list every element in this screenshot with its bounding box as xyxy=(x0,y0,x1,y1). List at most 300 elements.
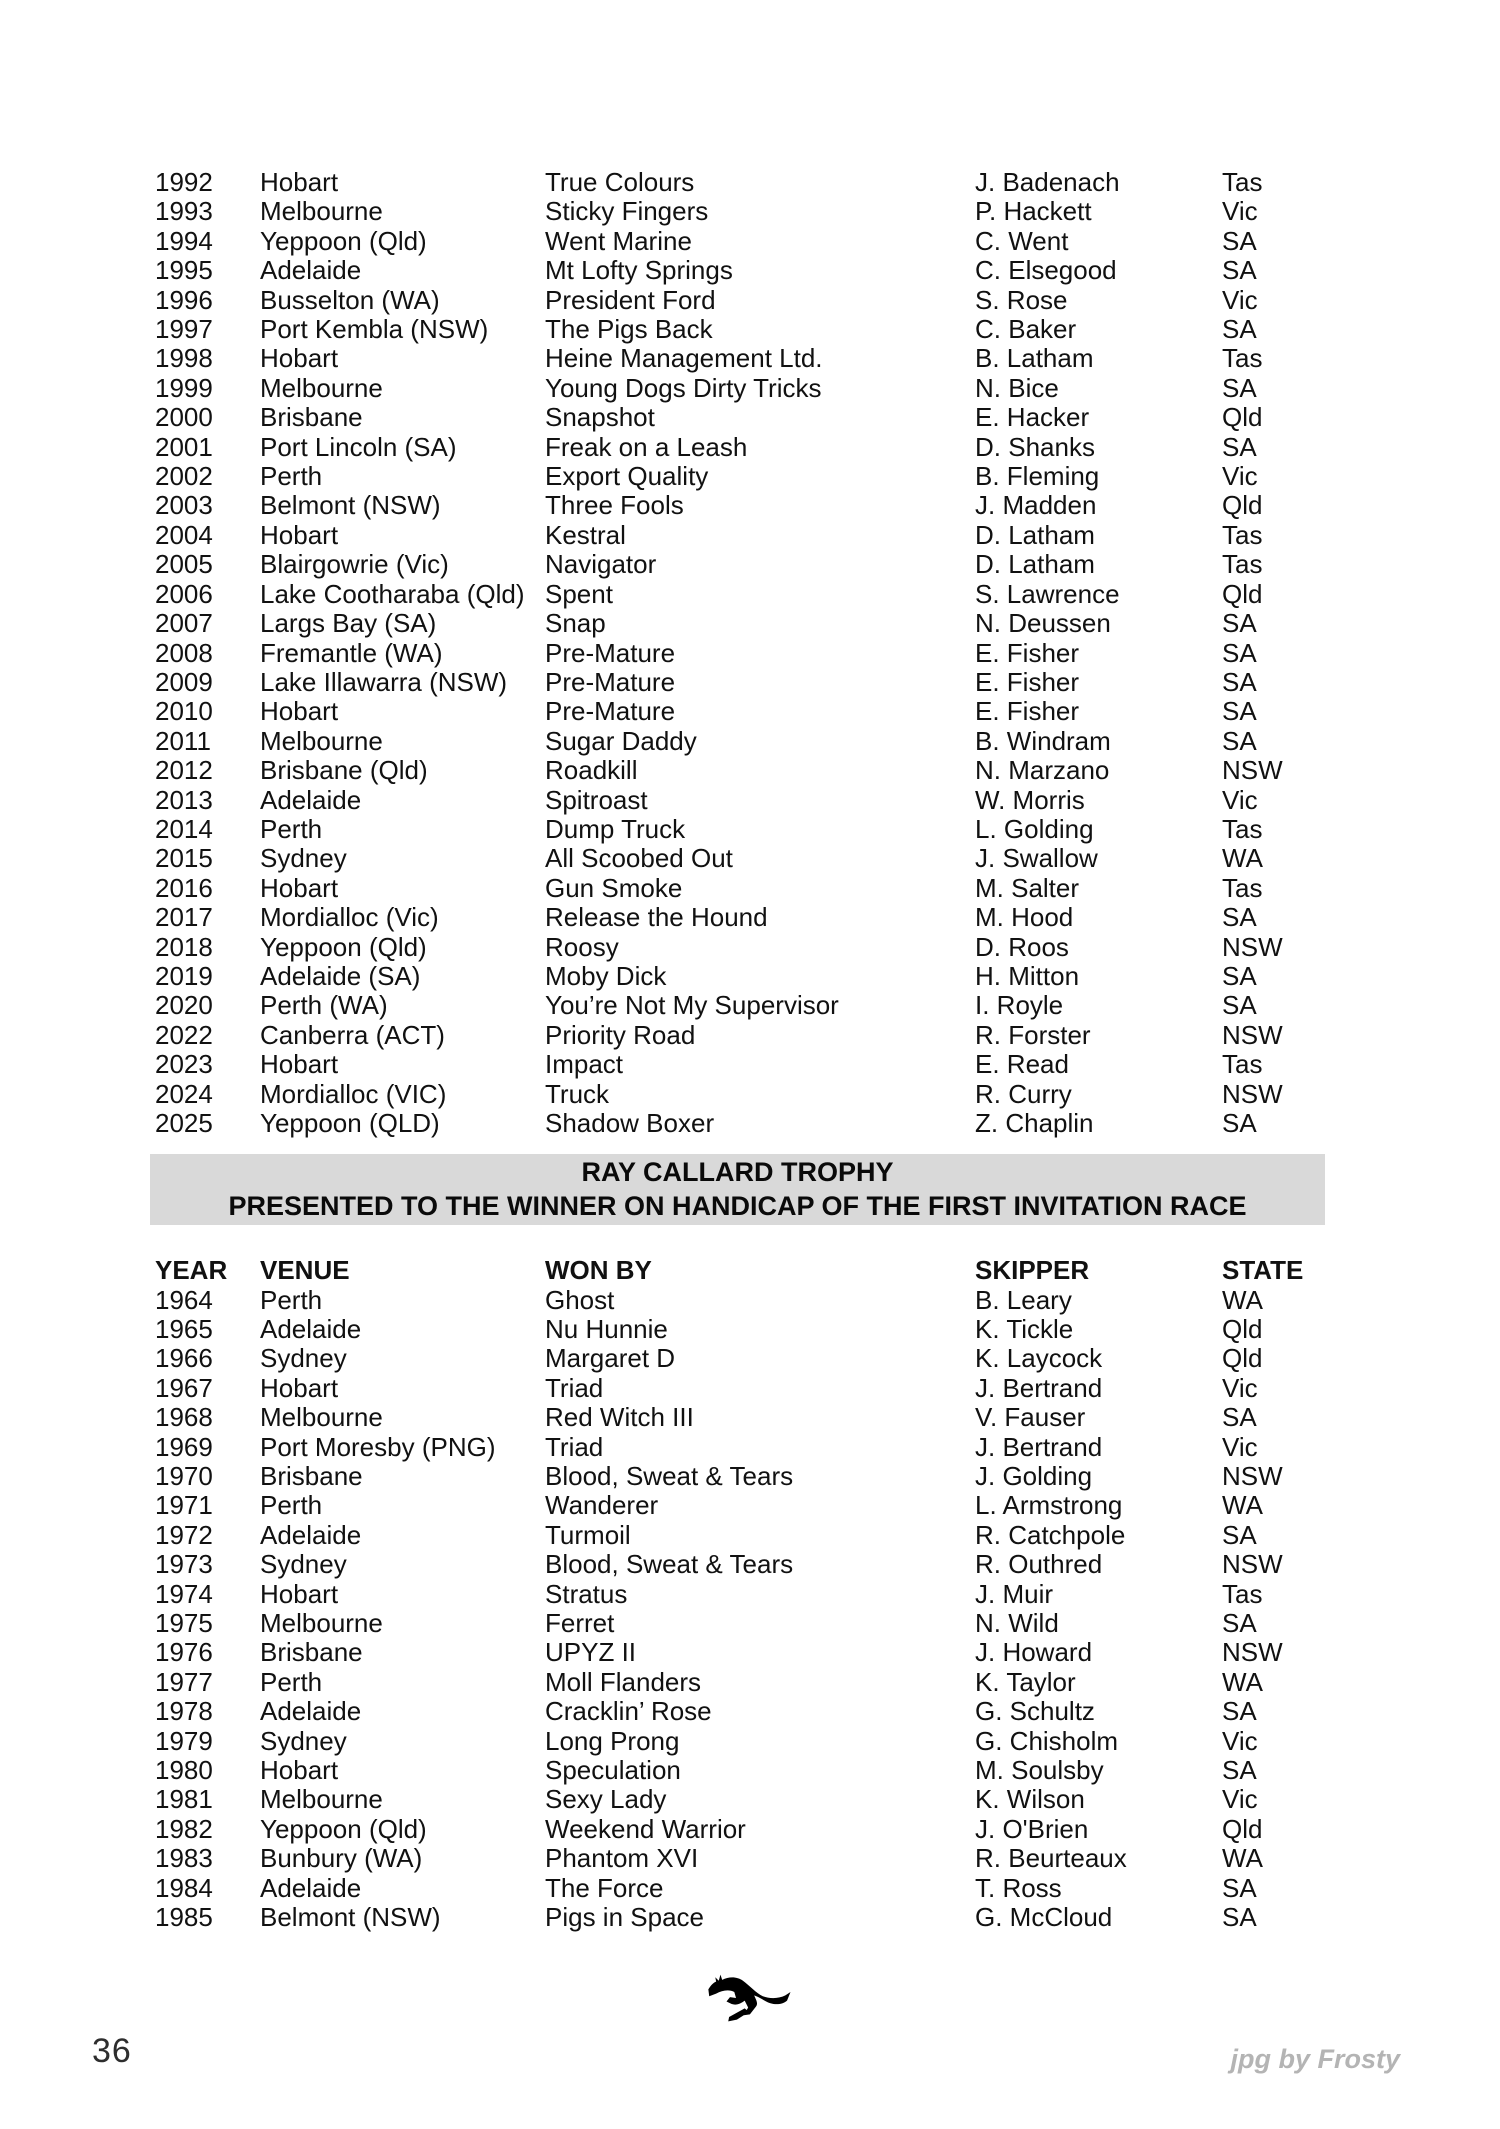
table-row xyxy=(155,1844,1335,1873)
year-cell: 2000 xyxy=(155,402,213,433)
year-cell: 2009 xyxy=(155,666,213,697)
state-cell: Tas xyxy=(1222,519,1263,550)
venue-cell: Adelaide xyxy=(260,1519,362,1550)
state-cell: Tas xyxy=(1222,813,1263,844)
won-by-cell: Phantom XVI xyxy=(545,1843,699,1874)
won-by-cell: Triad xyxy=(545,1372,604,1403)
table-row xyxy=(155,1344,1335,1373)
year-cell: 2003 xyxy=(155,490,213,521)
table-row xyxy=(155,1374,1335,1403)
year-cell: 1983 xyxy=(155,1843,213,1874)
skipper-cell: H. Mitton xyxy=(975,960,1080,991)
year-cell: 1979 xyxy=(155,1725,213,1756)
venue-cell: Largs Bay (SA) xyxy=(260,608,437,639)
table-row xyxy=(155,550,1335,579)
won-by-cell: Shadow Boxer xyxy=(545,1108,715,1138)
venue-cell: Melbourne xyxy=(260,725,383,756)
year-cell: 2008 xyxy=(155,637,213,668)
year-cell: 1996 xyxy=(155,284,213,315)
skipper-cell: B. Leary xyxy=(975,1284,1072,1315)
skipper-cell: C. Elsegood xyxy=(975,255,1117,286)
year-cell: 1993 xyxy=(155,196,213,227)
state-cell: Vic xyxy=(1222,284,1258,315)
table-row xyxy=(155,1638,1335,1667)
skipper-cell: G. McCloud xyxy=(975,1902,1113,1933)
year-cell: 2014 xyxy=(155,813,213,844)
state-cell: SA xyxy=(1222,1872,1257,1903)
skipper-cell: L. Armstrong xyxy=(975,1490,1123,1521)
year-cell: 1985 xyxy=(155,1902,213,1933)
won-by-cell: Pre-Mature xyxy=(545,696,676,727)
skipper-cell: J. Bertrand xyxy=(975,1372,1103,1403)
won-by-cell: Sugar Daddy xyxy=(545,725,697,756)
won-by-cell: The Pigs Back xyxy=(545,314,713,345)
state-cell: Vic xyxy=(1222,784,1258,815)
year-cell: 1971 xyxy=(155,1490,213,1521)
year-cell: 1982 xyxy=(155,1813,213,1844)
won-by-cell: Dump Truck xyxy=(545,813,686,844)
state-cell: Vic xyxy=(1222,1431,1258,1462)
year-cell: 2013 xyxy=(155,784,213,815)
state-cell: Qld xyxy=(1222,578,1263,609)
skipper-cell: N. Deussen xyxy=(975,608,1111,639)
venue-cell: Adelaide (SA) xyxy=(260,960,421,991)
won-by-cell: Blood, Sweat & Tears xyxy=(545,1460,794,1491)
table-row xyxy=(155,1903,1335,1932)
won-by-cell: Priority Road xyxy=(545,1019,696,1050)
state-cell: SA xyxy=(1222,725,1257,756)
table-row xyxy=(155,462,1335,491)
won-by-cell: You’re Not My Supervisor xyxy=(545,990,839,1021)
skipper-cell: P. Hackett xyxy=(975,196,1092,227)
year-cell: 1967 xyxy=(155,1372,213,1403)
year-cell: 2020 xyxy=(155,990,213,1021)
year-cell: 1981 xyxy=(155,1784,213,1815)
skipper-cell: K. Tickle xyxy=(975,1313,1074,1344)
year-cell: 1994 xyxy=(155,225,213,256)
table-row xyxy=(155,962,1335,991)
state-cell: Tas xyxy=(1222,1578,1263,1609)
won-by-cell: Long Prong xyxy=(545,1725,680,1756)
year-cell: 2005 xyxy=(155,549,213,580)
state-cell: NSW xyxy=(1222,1549,1283,1580)
year-cell: 2023 xyxy=(155,1049,213,1080)
venue-cell: Sydney xyxy=(260,1343,347,1374)
year-cell: 2012 xyxy=(155,755,213,786)
venue-cell: Melbourne xyxy=(260,1402,383,1433)
state-cell: SA xyxy=(1222,666,1257,697)
table-row xyxy=(155,168,1335,197)
state-cell: SA xyxy=(1222,1696,1257,1727)
venue-cell: Bunbury (WA) xyxy=(260,1843,423,1874)
table-row xyxy=(155,639,1335,668)
venue-cell: Hobart xyxy=(260,343,339,374)
skipper-cell: J. Howard xyxy=(975,1637,1093,1668)
table-row xyxy=(155,1433,1335,1462)
year-cell: 2019 xyxy=(155,960,213,991)
venue-cell: Canberra (ACT) xyxy=(260,1019,445,1050)
table-row xyxy=(155,580,1335,609)
year-cell: 2007 xyxy=(155,608,213,639)
skipper-cell: E. Fisher xyxy=(975,666,1080,697)
skipper-cell: D. Shanks xyxy=(975,431,1095,462)
credit-watermark: jpg by Frosty xyxy=(1230,2044,1400,2074)
column-header-won-by: WON BY xyxy=(545,1255,652,1285)
venue-cell: Melbourne xyxy=(260,372,383,403)
won-by-cell: Kestral xyxy=(545,519,626,550)
state-cell: Qld xyxy=(1222,1313,1263,1344)
skipper-cell: M. Salter xyxy=(975,872,1080,903)
venue-cell: Sydney xyxy=(260,1725,347,1756)
won-by-cell: UPYZ II xyxy=(545,1637,637,1668)
won-by-cell: Stratus xyxy=(545,1578,628,1609)
venue-cell: Mordialloc (VIC) xyxy=(260,1078,447,1109)
skipper-cell: Z. Chaplin xyxy=(975,1108,1094,1138)
venue-cell: Brisbane xyxy=(260,1637,363,1668)
skipper-cell: G. Chisholm xyxy=(975,1725,1119,1756)
year-cell: 2001 xyxy=(155,431,213,462)
won-by-cell: President Ford xyxy=(545,284,716,315)
venue-cell: Port Lincoln (SA) xyxy=(260,431,457,462)
year-cell: 2017 xyxy=(155,902,213,933)
table-row xyxy=(155,844,1335,873)
skipper-cell: C. Went xyxy=(975,225,1069,256)
perpetual-results-table xyxy=(155,168,1335,1138)
venue-cell: Hobart xyxy=(260,872,339,903)
venue-cell: Brisbane (Qld) xyxy=(260,755,428,786)
won-by-cell: Weekend Warrior xyxy=(545,1813,746,1844)
state-cell: NSW xyxy=(1222,1019,1283,1050)
won-by-cell: Pre-Mature xyxy=(545,637,676,668)
venue-cell: Yeppoon (Qld) xyxy=(260,931,427,962)
won-by-cell: Freak on a Leash xyxy=(545,431,748,462)
table-row xyxy=(155,1462,1335,1491)
state-cell: NSW xyxy=(1222,931,1283,962)
table-row xyxy=(155,374,1335,403)
year-cell: 1970 xyxy=(155,1460,213,1491)
venue-cell: Melbourne xyxy=(260,196,383,227)
table-row xyxy=(155,315,1335,344)
state-cell: Tas xyxy=(1222,343,1263,374)
state-cell: WA xyxy=(1222,1666,1263,1697)
skipper-cell: J. O'Brien xyxy=(975,1813,1089,1844)
year-cell: 1966 xyxy=(155,1343,213,1374)
state-cell: SA xyxy=(1222,255,1257,286)
state-cell: Tas xyxy=(1222,549,1263,580)
venue-cell: Busselton (WA) xyxy=(260,284,440,315)
won-by-cell: Snapshot xyxy=(545,402,655,433)
state-cell: Tas xyxy=(1222,1049,1263,1080)
won-by-cell: Pigs in Space xyxy=(545,1902,704,1933)
year-cell: 1995 xyxy=(155,255,213,286)
venue-cell: Hobart xyxy=(260,167,339,197)
skipper-cell: M. Soulsby xyxy=(975,1755,1104,1785)
table-row xyxy=(155,1021,1335,1050)
year-cell: 1965 xyxy=(155,1313,213,1344)
skipper-cell: J. Badenach xyxy=(975,167,1120,197)
year-cell: 2011 xyxy=(155,725,211,756)
venue-cell: Hobart xyxy=(260,1578,339,1609)
table-row xyxy=(155,1815,1335,1844)
venue-cell: Belmont (NSW) xyxy=(260,490,441,521)
table-row xyxy=(155,756,1335,785)
table-row xyxy=(155,1697,1335,1726)
table-row xyxy=(155,1521,1335,1550)
venue-cell: Perth (WA) xyxy=(260,990,388,1021)
venue-cell: Brisbane xyxy=(260,402,363,433)
table-row xyxy=(155,1785,1335,1814)
year-cell: 2004 xyxy=(155,519,213,550)
skipper-cell: R. Catchpole xyxy=(975,1519,1126,1550)
venue-cell: Hobart xyxy=(260,1372,339,1403)
year-cell: 1977 xyxy=(155,1666,213,1697)
skipper-cell: E. Fisher xyxy=(975,696,1080,727)
state-cell: WA xyxy=(1222,1284,1263,1315)
won-by-cell: Turmoil xyxy=(545,1519,631,1550)
table-row xyxy=(155,1050,1335,1079)
year-cell: 2002 xyxy=(155,461,213,492)
skipper-cell: J. Madden xyxy=(975,490,1097,521)
year-cell: 2025 xyxy=(155,1108,213,1138)
won-by-cell: Release the Hound xyxy=(545,902,768,933)
state-cell: SA xyxy=(1222,990,1257,1021)
won-by-cell: Pre-Mature xyxy=(545,666,676,697)
won-by-cell: Spitroast xyxy=(545,784,648,815)
venue-cell: Hobart xyxy=(260,1049,339,1080)
year-cell: 2006 xyxy=(155,578,213,609)
won-by-cell: Nu Hunnie xyxy=(545,1313,668,1344)
skipper-cell: E. Read xyxy=(975,1049,1069,1080)
year-cell: 1980 xyxy=(155,1755,213,1785)
table-row xyxy=(155,1756,1335,1785)
venue-cell: Melbourne xyxy=(260,1784,383,1815)
won-by-cell: Went Marine xyxy=(545,225,692,256)
skipper-cell: R. Beurteaux xyxy=(975,1843,1127,1874)
won-by-cell: Young Dogs Dirty Tricks xyxy=(545,372,822,403)
state-cell: SA xyxy=(1222,1607,1257,1638)
year-cell: 1973 xyxy=(155,1549,213,1580)
state-cell: SA xyxy=(1222,225,1257,256)
table-row xyxy=(155,668,1335,697)
venue-cell: Adelaide xyxy=(260,784,362,815)
state-cell: Vic xyxy=(1222,1372,1258,1403)
year-cell: 1999 xyxy=(155,372,213,403)
year-cell: 1997 xyxy=(155,314,213,345)
venue-cell: Lake Cootharaba (Qld) xyxy=(260,578,525,609)
year-cell: 2016 xyxy=(155,872,213,903)
state-cell: Vic xyxy=(1222,461,1258,492)
venue-cell: Port Moresby (PNG) xyxy=(260,1431,496,1462)
state-cell: SA xyxy=(1222,1108,1257,1138)
won-by-cell: Heine Management Ltd. xyxy=(545,343,823,374)
year-cell: 2015 xyxy=(155,843,213,874)
table-row xyxy=(155,1109,1335,1138)
column-header-state: STATE xyxy=(1222,1255,1304,1285)
won-by-cell: Moby Dick xyxy=(545,960,667,991)
column-header-venue: VENUE xyxy=(260,1255,350,1285)
skipper-cell: K. Laycock xyxy=(975,1343,1103,1374)
table-row xyxy=(155,727,1335,756)
venue-cell: Fremantle (WA) xyxy=(260,637,443,668)
state-cell: NSW xyxy=(1222,1460,1283,1491)
table-row xyxy=(155,1491,1335,1520)
state-cell: Vic xyxy=(1222,196,1258,227)
won-by-cell: Blood, Sweat & Tears xyxy=(545,1549,794,1580)
venue-cell: Melbourne xyxy=(260,1607,383,1638)
skipper-cell: M. Hood xyxy=(975,902,1074,933)
venue-cell: Adelaide xyxy=(260,255,362,286)
won-by-cell: Mt Lofty Springs xyxy=(545,255,733,286)
table-row xyxy=(155,1550,1335,1579)
won-by-cell: Three Fools xyxy=(545,490,684,521)
venue-cell: Sydney xyxy=(260,843,347,874)
table-row xyxy=(155,815,1335,844)
year-cell: 1998 xyxy=(155,343,213,374)
state-cell: SA xyxy=(1222,1519,1257,1550)
table-row xyxy=(155,991,1335,1020)
venue-cell: Port Kembla (NSW) xyxy=(260,314,489,345)
callard-table-header xyxy=(155,1256,1335,1285)
state-cell: SA xyxy=(1222,960,1257,991)
won-by-cell: The Force xyxy=(545,1872,664,1903)
trophy-banner xyxy=(150,1154,1325,1225)
skipper-cell: K. Taylor xyxy=(975,1666,1076,1697)
year-cell: 1992 xyxy=(155,167,213,197)
won-by-cell: All Scoobed Out xyxy=(545,843,733,874)
venue-cell: Hobart xyxy=(260,519,339,550)
state-cell: SA xyxy=(1222,372,1257,403)
year-cell: 2022 xyxy=(155,1019,213,1050)
venue-cell: Adelaide xyxy=(260,1872,362,1903)
state-cell: NSW xyxy=(1222,755,1283,786)
table-row xyxy=(155,903,1335,932)
won-by-cell: Ghost xyxy=(545,1284,615,1315)
won-by-cell: Roadkill xyxy=(545,755,638,786)
year-cell: 1975 xyxy=(155,1607,213,1638)
state-cell: Vic xyxy=(1222,1725,1258,1756)
venue-cell: Blairgowrie (Vic) xyxy=(260,549,449,580)
year-cell: 1978 xyxy=(155,1696,213,1727)
state-cell: WA xyxy=(1222,1490,1263,1521)
skipper-cell: L. Golding xyxy=(975,813,1094,844)
table-row xyxy=(155,874,1335,903)
skipper-cell: J. Bertrand xyxy=(975,1431,1103,1462)
won-by-cell: Gun Smoke xyxy=(545,872,683,903)
trophy-subtitle: PRESENTED TO THE WINNER ON HANDICAP OF THE FIRST INVITATION RACE xyxy=(228,1190,1247,1221)
state-cell: NSW xyxy=(1222,1637,1283,1668)
skipper-cell: N. Wild xyxy=(975,1607,1059,1638)
venue-cell: Brisbane xyxy=(260,1460,363,1491)
won-by-cell: Export Quality xyxy=(545,461,709,492)
skipper-cell: E. Hacker xyxy=(975,402,1090,433)
skipper-cell: K. Wilson xyxy=(975,1784,1085,1815)
year-cell: 2024 xyxy=(155,1078,213,1109)
won-by-cell: Red Witch III xyxy=(545,1402,694,1433)
venue-cell: Mordialloc (Vic) xyxy=(260,902,439,933)
state-cell: Tas xyxy=(1222,872,1263,903)
won-by-cell: Margaret D xyxy=(545,1343,676,1374)
state-cell: SA xyxy=(1222,1402,1257,1433)
state-cell: WA xyxy=(1222,1843,1263,1874)
venue-cell: Hobart xyxy=(260,696,339,727)
trophy-title: RAY CALLARD TROPHY xyxy=(581,1157,894,1187)
skipper-cell: W. Morris xyxy=(975,784,1085,815)
venue-cell: Belmont (NSW) xyxy=(260,1902,441,1933)
venue-cell: Adelaide xyxy=(260,1313,362,1344)
state-cell: SA xyxy=(1222,637,1257,668)
venue-cell: Sydney xyxy=(260,1549,347,1580)
skipper-cell: N. Bice xyxy=(975,372,1059,403)
venue-cell: Perth xyxy=(260,1666,323,1697)
won-by-cell: Ferret xyxy=(545,1607,615,1638)
table-row xyxy=(155,491,1335,520)
venue-cell: Perth xyxy=(260,461,323,492)
skipper-cell: T. Ross xyxy=(975,1872,1062,1903)
venue-cell: Yeppoon (Qld) xyxy=(260,1813,427,1844)
year-cell: 1976 xyxy=(155,1637,213,1668)
table-row xyxy=(155,933,1335,962)
won-by-cell: Triad xyxy=(545,1431,604,1462)
skipper-cell: D. Latham xyxy=(975,519,1095,550)
state-cell: WA xyxy=(1222,843,1263,874)
table-row xyxy=(155,1315,1335,1344)
table-row xyxy=(155,697,1335,726)
year-cell: 1974 xyxy=(155,1578,213,1609)
column-header-year: YEAR xyxy=(155,1255,228,1285)
table-row xyxy=(155,344,1335,373)
skipper-cell: R. Forster xyxy=(975,1019,1091,1050)
skipper-cell: G. Schultz xyxy=(975,1696,1095,1727)
state-cell: Qld xyxy=(1222,490,1263,521)
table-row xyxy=(155,1609,1335,1638)
state-cell: NSW xyxy=(1222,1078,1283,1109)
state-cell: SA xyxy=(1222,314,1257,345)
callard-results-table xyxy=(155,1286,1335,1933)
won-by-cell: Navigator xyxy=(545,549,657,580)
state-cell: SA xyxy=(1222,608,1257,639)
won-by-cell: True Colours xyxy=(545,167,695,197)
won-by-cell: Moll Flanders xyxy=(545,1666,702,1697)
table-row xyxy=(155,1286,1335,1315)
venue-cell: Hobart xyxy=(260,1755,339,1785)
table-row xyxy=(155,1080,1335,1109)
venue-cell: Perth xyxy=(260,813,323,844)
table-row xyxy=(155,227,1335,256)
year-cell: 1964 xyxy=(155,1284,213,1315)
table-row xyxy=(155,1727,1335,1756)
won-by-cell: Cracklin’ Rose xyxy=(545,1696,712,1727)
table-row xyxy=(155,197,1335,226)
column-header-skipper: SKIPPER xyxy=(975,1255,1090,1285)
state-cell: SA xyxy=(1222,1755,1257,1785)
venue-cell: Yeppoon (Qld) xyxy=(260,225,427,256)
state-cell: Vic xyxy=(1222,1784,1258,1815)
year-cell: 2010 xyxy=(155,696,213,727)
won-by-cell: Sexy Lady xyxy=(545,1784,667,1815)
skipper-cell: B. Latham xyxy=(975,343,1094,374)
year-cell: 1968 xyxy=(155,1402,213,1433)
skipper-cell: S. Lawrence xyxy=(975,578,1120,609)
state-cell: SA xyxy=(1222,696,1257,727)
skipper-cell: I. Royle xyxy=(975,990,1064,1021)
year-cell: 1984 xyxy=(155,1872,213,1903)
skipper-cell: R. Curry xyxy=(975,1078,1072,1109)
table-row xyxy=(155,609,1335,638)
kangaroo-icon xyxy=(705,1966,793,2030)
won-by-cell: Truck xyxy=(545,1078,610,1109)
skipper-cell: J. Swallow xyxy=(975,843,1098,874)
skipper-cell: E. Fisher xyxy=(975,637,1080,668)
